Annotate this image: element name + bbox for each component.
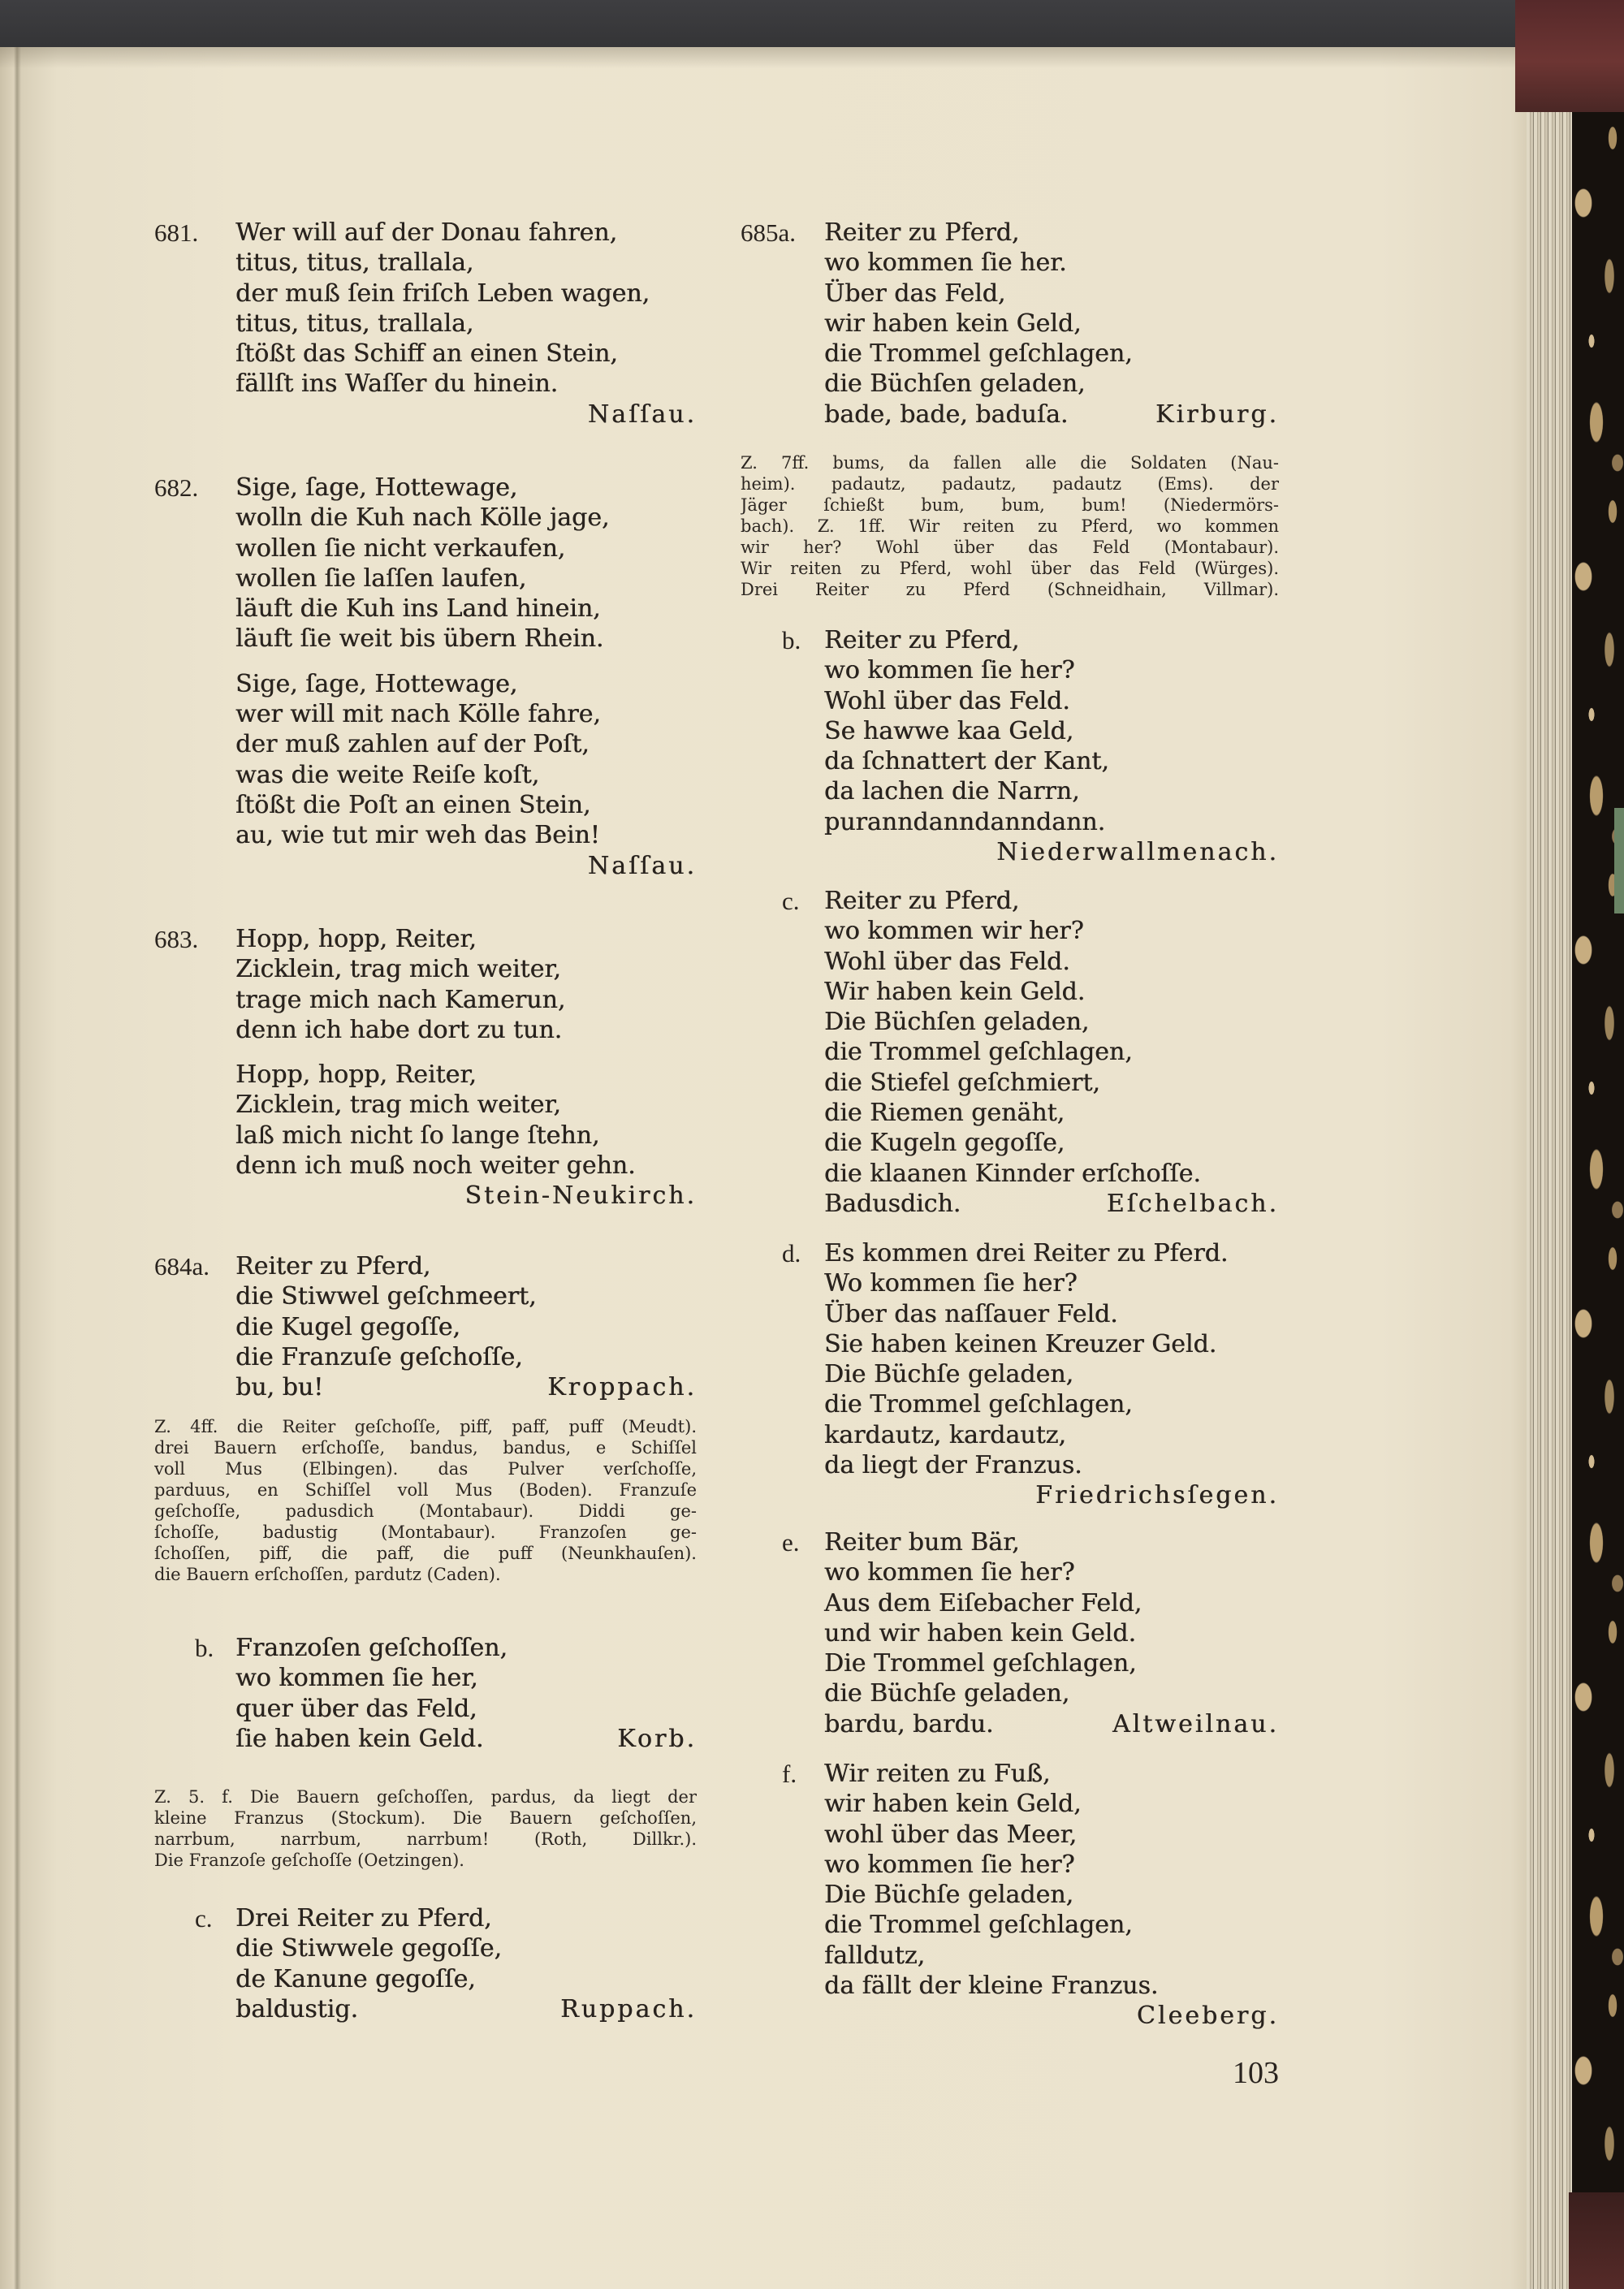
footnote-line: Z. 7ff. bums, da fallen alle die Soldaten (Nau- — [741, 453, 1279, 473]
verse-line: wollen ſie nicht verkaufen, — [235, 533, 566, 563]
place-name: Ruppach. — [560, 1994, 697, 2023]
verse-line: die Trommel geſchlagen, — [824, 1038, 1133, 1067]
verse-line: ſtößt das Schiff an einen Stein, — [235, 339, 618, 369]
verse-line: Die Büchſe geladen, — [824, 1881, 1074, 1910]
verse-line: die Franzuſe geſchoſſe, — [235, 1342, 523, 1371]
verse-line: die Stiwwele gegoſſe, — [235, 1934, 503, 1963]
verse-number: f. — [782, 1760, 797, 1788]
verse-line: Wo kommen ſie her? — [824, 1269, 1078, 1298]
verse-line: die klaanen Kinnder erſchoſſe. — [824, 1159, 1201, 1188]
place-name: Eſchelbach. — [1106, 1189, 1279, 1218]
verse-number: c. — [195, 1904, 213, 1933]
footnote-line: voll Mus (Elbingen). das Pulver verſchoſſe, — [154, 1459, 697, 1479]
verse-683 — [154, 924, 697, 1211]
book-page — [0, 47, 1533, 2289]
verse-line: bade, bade, baduſa. — [824, 399, 1069, 429]
page-edges — [1527, 57, 1574, 2289]
verse-line: bardu, bardu. — [824, 1709, 994, 1738]
verse-line: titus, titus, trallala, — [235, 309, 474, 338]
verse-line: Sige, ſage, Hottewage, — [235, 669, 518, 698]
footnote-line: geſchoſſe, padusdich (Montabaur). Diddi ge- — [154, 1501, 697, 1521]
verse-line: die Stiwwel geſchmeert, — [235, 1282, 537, 1311]
verse-line: Sige, ſage, Hottewage, — [235, 473, 518, 502]
scanner-background — [0, 0, 1624, 50]
verse-line: die Büchſen geladen, — [824, 369, 1086, 399]
verse-line: die Büchſe geladen, — [824, 1679, 1070, 1708]
verse-number: 681. — [154, 218, 199, 247]
verse-line: wo kommen wir her? — [824, 917, 1084, 946]
footnote-line: die Bauern erſchoſſen, pardutz (Caden). — [154, 1565, 501, 1584]
verse-684a — [154, 1251, 697, 1402]
footnote-line: wir her? Wohl über das Feld (Montabaur). — [741, 538, 1279, 557]
verse-685b — [782, 625, 1279, 867]
verse-line: Über das Feld, — [824, 279, 1006, 308]
book-cover-corner-bottom — [1569, 2192, 1624, 2289]
verse-line: Die Büchſen geladen, — [824, 1008, 1090, 1037]
verse-line: wolln die Kuh nach Kölle jage, — [235, 503, 610, 533]
verse-number: b. — [782, 626, 801, 654]
verse-685d — [782, 1238, 1279, 1511]
verse-line: au, wie tut mir weh das Bein! — [235, 821, 600, 850]
verse-line: die Stiefel geſchmiert, — [824, 1068, 1100, 1097]
verse-line: Hopp, hopp, Reiter, — [235, 1060, 477, 1090]
verse-line: laß mich nicht ſo lange ſtehn, — [235, 1121, 600, 1150]
verse-685f — [782, 1759, 1279, 2032]
verse-684b — [195, 1633, 697, 1754]
page-number: 103 — [1233, 2056, 1279, 2090]
verse-line: da ſchnattert der Kant, — [824, 747, 1109, 776]
footnote-line: Wir reiten zu Pferd, wohl über das Feld (Würges). — [741, 559, 1279, 578]
footnote-line: Jäger ſchießt bum, bum, bum! (Niedermörs- — [741, 495, 1279, 515]
verse-line: kardautz, kardautz, — [824, 1420, 1066, 1449]
verse-line: Wer will auf der Donau fahren, — [235, 218, 618, 247]
verse-685c — [782, 886, 1279, 1219]
verse-line: die Kugel gegoſſe, — [235, 1312, 460, 1341]
verse-line: Reiter zu Pferd, — [824, 626, 1020, 654]
place-name: Korb. — [617, 1724, 697, 1753]
footnote-line: Drei Reiter zu Pferd (Schneidhain, Villmar). — [741, 580, 1279, 599]
place-name: Friedrichsſegen. — [1035, 1481, 1279, 1510]
verse-line: denn ich habe dort zu tun. — [235, 1015, 563, 1044]
verse-line: Über das naſſauer Feld. — [824, 1299, 1118, 1328]
verse-line: Reiter zu Pferd, — [235, 1252, 431, 1281]
verse-line: denn ich muß noch weiter gehn. — [235, 1151, 636, 1181]
footnote-line: kleine Franzus (Stockum). Die Bauern geſchoſſen, — [154, 1808, 697, 1828]
verse-line: der muß ſein friſch Leben wagen, — [235, 279, 650, 308]
verse-number: 684a. — [154, 1252, 210, 1281]
verse-line: Wir haben kein Geld. — [824, 977, 1086, 1006]
verse-line: wo kommen ſie her? — [824, 656, 1075, 685]
page-tab — [1614, 808, 1624, 913]
verse-number: 685a. — [741, 218, 797, 247]
verse-line: trage mich nach Kamerun, — [235, 985, 566, 1014]
verse-line: Zicklein, trag mich weiter, — [235, 955, 561, 984]
footnote-684a — [154, 1416, 697, 1585]
verse-line: Drei Reiter zu Pferd, — [235, 1904, 492, 1933]
verse-681 — [154, 218, 697, 430]
verse-line: was die weite Reiſe koſt, — [235, 760, 540, 789]
place-name: Naſſau. — [587, 851, 697, 880]
footnote-line: bach). Z. 1ff. Wir reiten zu Pferd, wo kommen — [741, 516, 1279, 536]
place-name: Altweilnau. — [1112, 1709, 1279, 1738]
footnote-line: ſchoſſe, badustig (Montabaur). Franzoſen ge- — [154, 1522, 697, 1542]
footnote-line: Z. 4ff. die Reiter geſchoſſe, piff, paff, puff (Meudt). — [154, 1417, 697, 1436]
verse-number: d. — [782, 1239, 801, 1268]
footnote-line: drei Bauern erſchoſſe, bandus, bandus, e Schiſſel — [154, 1438, 697, 1458]
verse-line: de Kanune gegoſſe, — [235, 1964, 476, 1993]
verse-line: baldustig. — [235, 1994, 358, 2023]
page-top-shadow — [0, 47, 1533, 68]
verse-line: Wir reiten zu Fuß, — [824, 1760, 1051, 1788]
verse-line: bu, bu! — [235, 1373, 324, 1402]
verse-line: fällſt ins Waſſer du hinein. — [235, 369, 559, 399]
place-name: Stein-Neukirch. — [464, 1181, 697, 1211]
footnote-line: Die Franzoſe geſchoſſe (Oetzingen). — [154, 1851, 464, 1870]
verse-line: wo kommen ſie her, — [235, 1664, 478, 1693]
verse-line: ſtößt die Poſt an einen Stein, — [235, 790, 591, 819]
place-name: Kroppach. — [547, 1373, 697, 1402]
footnote-line: heim). padautz, padautz, padautz (Ems). der — [741, 474, 1279, 494]
verse-line: wer will mit nach Kölle fahre, — [235, 700, 601, 729]
verse-line: wollen ſie laſſen laufen, — [235, 564, 527, 593]
verse-684c — [195, 1903, 697, 2024]
place-name: Cleeberg. — [1136, 2002, 1279, 2031]
verse-line: wir haben kein Geld, — [824, 1790, 1082, 1819]
footnote-684b — [154, 1786, 697, 1871]
verse-line: die Trommel geſchlagen, — [824, 1390, 1133, 1419]
verse-line: Wohl über das Feld. — [824, 947, 1070, 976]
place-name: Naſſau. — [587, 399, 697, 429]
verse-line: Franzoſen geſchoſſen, — [235, 1634, 508, 1662]
verse-line: wo kommen ſie her? — [824, 1558, 1075, 1587]
verse-line: der muß zahlen auf der Poſt, — [235, 730, 590, 759]
footnote-line: Z. 5. f. Die Bauern geſchoſſen, pardus, da liegt der — [154, 1787, 697, 1807]
verse-685e — [782, 1527, 1279, 1739]
verse-line: da liegt der Franzus. — [824, 1451, 1082, 1480]
footnote-line: parduus, en Schiſſel voll Mus (Boden). Franzuſe — [154, 1480, 697, 1500]
verse-685a — [741, 218, 1279, 430]
verse-line: quer über das Feld, — [235, 1694, 477, 1723]
footnote-line: ſchoſſen, piff, die paff, die puff (Neunkhauſen). — [154, 1544, 697, 1563]
verse-682 — [154, 473, 697, 881]
verse-line: wo kommen ſie her? — [824, 1850, 1075, 1879]
verse-line: Se hawwe kaa Geld, — [824, 716, 1074, 745]
verse-line: die Riemen genäht, — [824, 1099, 1065, 1128]
verse-line: die Trommel geſchlagen, — [824, 1911, 1133, 1940]
book-cover — [1572, 0, 1624, 2289]
verse-line: die Kugeln gegoſſe, — [824, 1129, 1065, 1158]
place-name: Kirburg. — [1155, 399, 1279, 429]
verse-line: läuft die Kuh ins Land hinein, — [235, 594, 601, 624]
verse-line: Aus dem Eiſebacher Feld, — [824, 1588, 1142, 1617]
verse-line: Zicklein, trag mich weiter, — [235, 1091, 561, 1120]
verse-number: 682. — [154, 473, 199, 502]
footnote-685a — [741, 452, 1279, 600]
verse-line: Badusdich. — [824, 1189, 961, 1218]
verse-line: Reiter zu Pferd, — [824, 887, 1020, 915]
verse-line: puranndanndanndann. — [824, 807, 1106, 836]
verse-line: ſie haben kein Geld. — [235, 1724, 484, 1753]
verse-line: Die Trommel geſchlagen, — [824, 1649, 1137, 1678]
place-name: Niederwallmenach. — [996, 838, 1279, 867]
verse-line: wohl über das Meer, — [824, 1820, 1078, 1849]
verse-number: 683. — [154, 925, 199, 953]
verse-line: Hopp, hopp, Reiter, — [235, 925, 477, 953]
verse-line: Die Büchſe geladen, — [824, 1360, 1074, 1389]
verse-line: Es kommen drei Reiter zu Pferd. — [824, 1239, 1229, 1268]
verse-line: Reiter bum Bär, — [824, 1528, 1020, 1557]
verse-line: da fällt der kleine Franzus. — [824, 1972, 1159, 2001]
verse-line: Sie haben keinen Kreuzer Geld. — [824, 1329, 1217, 1358]
footnote-line: narrbum, narrbum, narrbum! (Roth, Dillkr.). — [154, 1829, 697, 1849]
verse-line: falldutz, — [824, 1941, 926, 1970]
verse-line: Reiter zu Pferd, — [824, 218, 1020, 247]
verse-line: da lachen die Narrn, — [824, 777, 1080, 806]
verse-number: e. — [782, 1528, 800, 1557]
verse-number: c. — [782, 887, 800, 915]
verse-line: läuft ſie weit bis übern Rhein. — [235, 624, 604, 654]
verse-line: wir haben kein Geld, — [824, 309, 1082, 338]
verse-line: wo kommen ſie her. — [824, 248, 1067, 278]
verse-number: b. — [195, 1634, 214, 1662]
verse-line: Wohl über das Feld. — [824, 686, 1070, 715]
verse-line: und wir haben kein Geld. — [824, 1618, 1136, 1648]
verse-line: die Trommel geſchlagen, — [824, 339, 1133, 369]
book-cover-corner-top — [1515, 0, 1624, 112]
verse-line: titus, titus, trallala, — [235, 248, 474, 278]
